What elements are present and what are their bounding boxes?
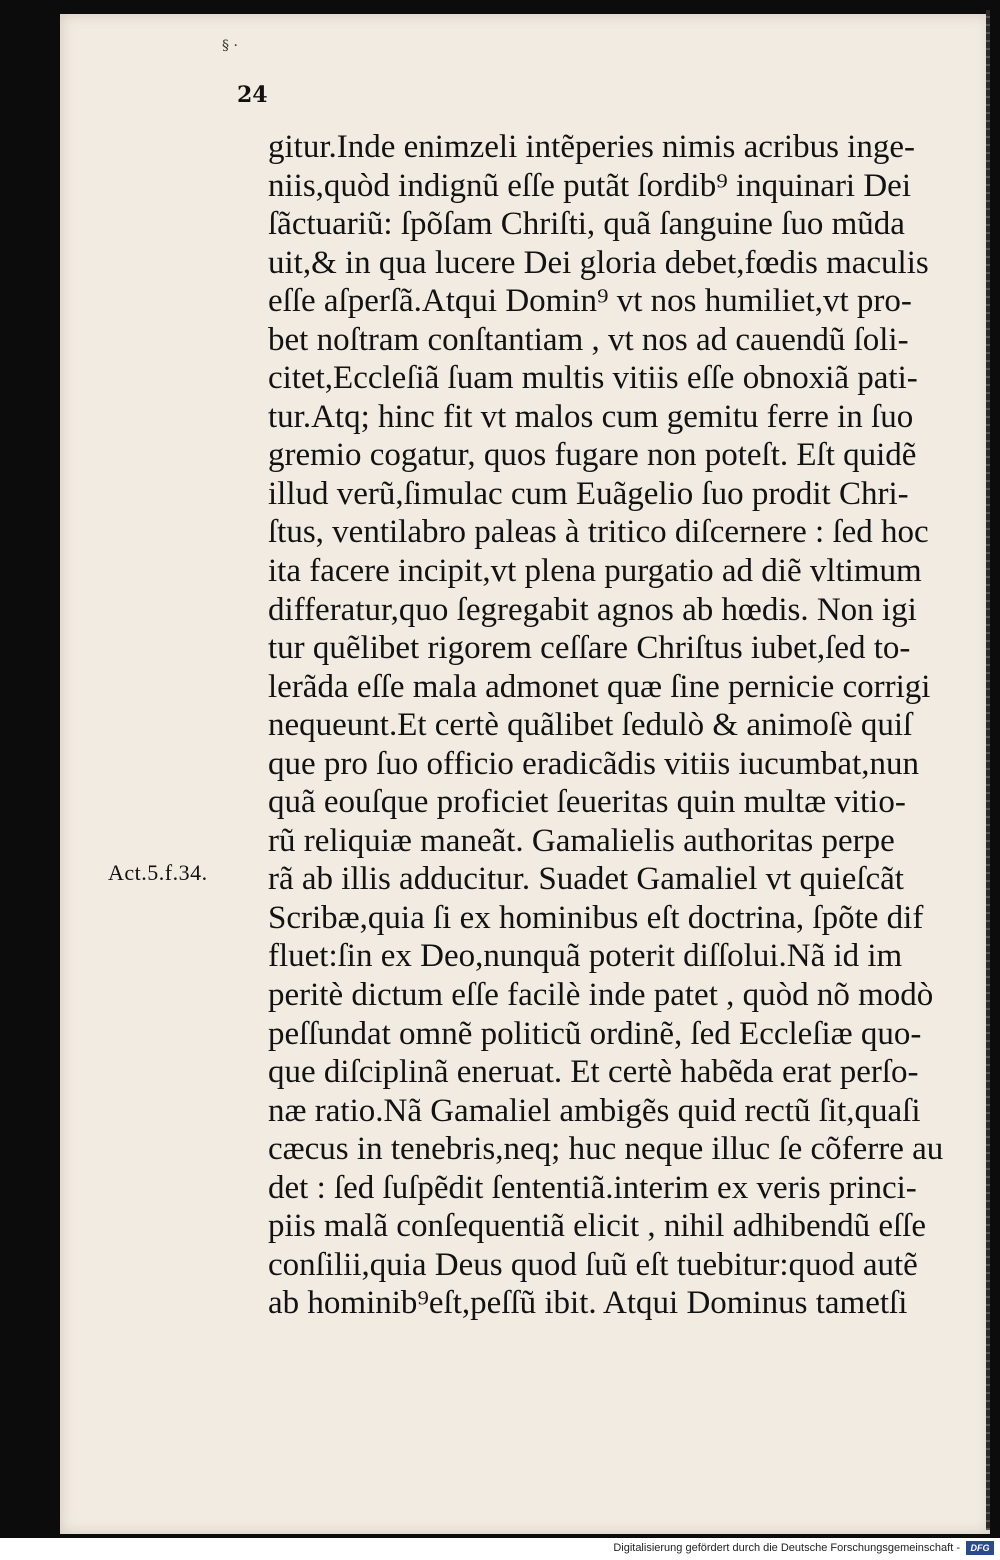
text-line: niis,quòd indignũ eſſe putãt ſordib⁹ inquinari Dei bbox=[268, 167, 912, 204]
text-line: conſilii,quia Deus quod ſuũ eſt tuebitur:quod autẽ bbox=[268, 1246, 918, 1283]
text-line: ſtus, ventilabro paleas à tritico diſcernere : ſed hoc bbox=[268, 514, 929, 551]
body-text bbox=[268, 128, 958, 1323]
text-line: ſãctuariũ: ſpõſam Chriſti, quã ſanguine ſuo mũda bbox=[268, 206, 905, 243]
text-line: gitur.Inde enimzeli intẽperies nimis acribus inge- bbox=[268, 129, 915, 165]
text-line: piis malã conſequentiã elicit , nihil adhibendũ eſſe bbox=[268, 1208, 926, 1245]
text-line: que diſciplinã eneruat. Et certè habẽda erat perſo- bbox=[268, 1054, 919, 1091]
text-line: fluet:ſin ex Deo,nunquã poterit diſſolui.Nã id im bbox=[268, 938, 903, 975]
text-line: eſſe aſperſã.Atqui Domin⁹ vt nos humiliet,vt pro- bbox=[268, 283, 912, 320]
text-line: ita facere incipit,vt plena purgatio ad diẽ vltimum bbox=[268, 553, 922, 590]
page-edge bbox=[986, 10, 990, 1530]
text-line: gremio cogatur, quos fugare non poteſt. Eſt quidẽ bbox=[268, 437, 917, 474]
text-line: lerãda eſſe mala admonet quæ ſine pernicie corrigi bbox=[268, 668, 931, 705]
text-line: peritè dictum eſſe facilè inde patet , quòd nõ modò bbox=[268, 977, 934, 1014]
text-line: quã eouſque proficiet ſeueritas quin multæ vitio- bbox=[268, 784, 906, 821]
text-line: tur quẽlibet rigorem ceſſare Chriſtus iubet,ſed to- bbox=[268, 630, 911, 667]
text-line: illud verũ,ſimulac cum Euãgelio ſuo prodit Chri- bbox=[268, 475, 909, 512]
marginal-note: Act.5.f.34. bbox=[108, 860, 208, 885]
text-line: cæcus in tenebris,neq; huc neque illuc ſe cõferre au bbox=[268, 1131, 944, 1168]
text-line: tur.Atq; hinc fit vt malos cum gemitu ferre in ſuo bbox=[268, 398, 914, 435]
dfg-logo-icon: DFG bbox=[966, 1541, 994, 1555]
text-line: differatur,quo ſegregabit agnos ab hœdis. Non igi bbox=[268, 591, 917, 628]
page-number: 24 bbox=[237, 82, 268, 108]
text-line: uit,& in qua lucere Dei gloria debet,fœdis maculis bbox=[268, 244, 929, 281]
text-line: nequeunt.Et certè quãlibet ſedulò & animoſè quiſ bbox=[268, 707, 913, 744]
funding-credit: Digitalisierung gefördert durch die Deutsche Forschungsgemeinschaft - bbox=[613, 1542, 960, 1554]
text-line: peſſundat omnẽ politicũ ordinẽ, ſed Eccleſiæ quo- bbox=[268, 1015, 922, 1052]
footer-bar bbox=[0, 1538, 1000, 1560]
text-line: Scribæ,quia ſi ex hominibus eſt doctrina, ſpõte dif bbox=[268, 899, 924, 936]
text-line: bet noſtram conſtantiam , vt nos ad cauendũ ſoli- bbox=[268, 321, 909, 358]
pencil-marks: § · bbox=[222, 38, 238, 54]
text-line: que pro ſuo officio eradicãdis vitiis iucumbat,nun bbox=[268, 745, 919, 782]
text-line: det : ſed ſuſpẽdit ſententiã.interim ex veris princi- bbox=[268, 1169, 917, 1206]
text-line: ab hominib⁹eſt,peſſũ ibit. Atqui Dominus tametſi bbox=[268, 1285, 908, 1322]
text-line: rũ reliquiæ maneãt. Gamalielis authoritas perpe bbox=[268, 822, 895, 859]
text-line: næ ratio.Nã Gamaliel ambigẽs quid rectũ ſit,quaſi bbox=[268, 1092, 921, 1129]
text-line: rã ab illis adducitur. Suadet Gamaliel vt quieſcãt bbox=[268, 861, 904, 898]
text-line: citet,Eccleſiã ſuam multis vitiis eſſe obnoxiã pati- bbox=[268, 360, 918, 397]
